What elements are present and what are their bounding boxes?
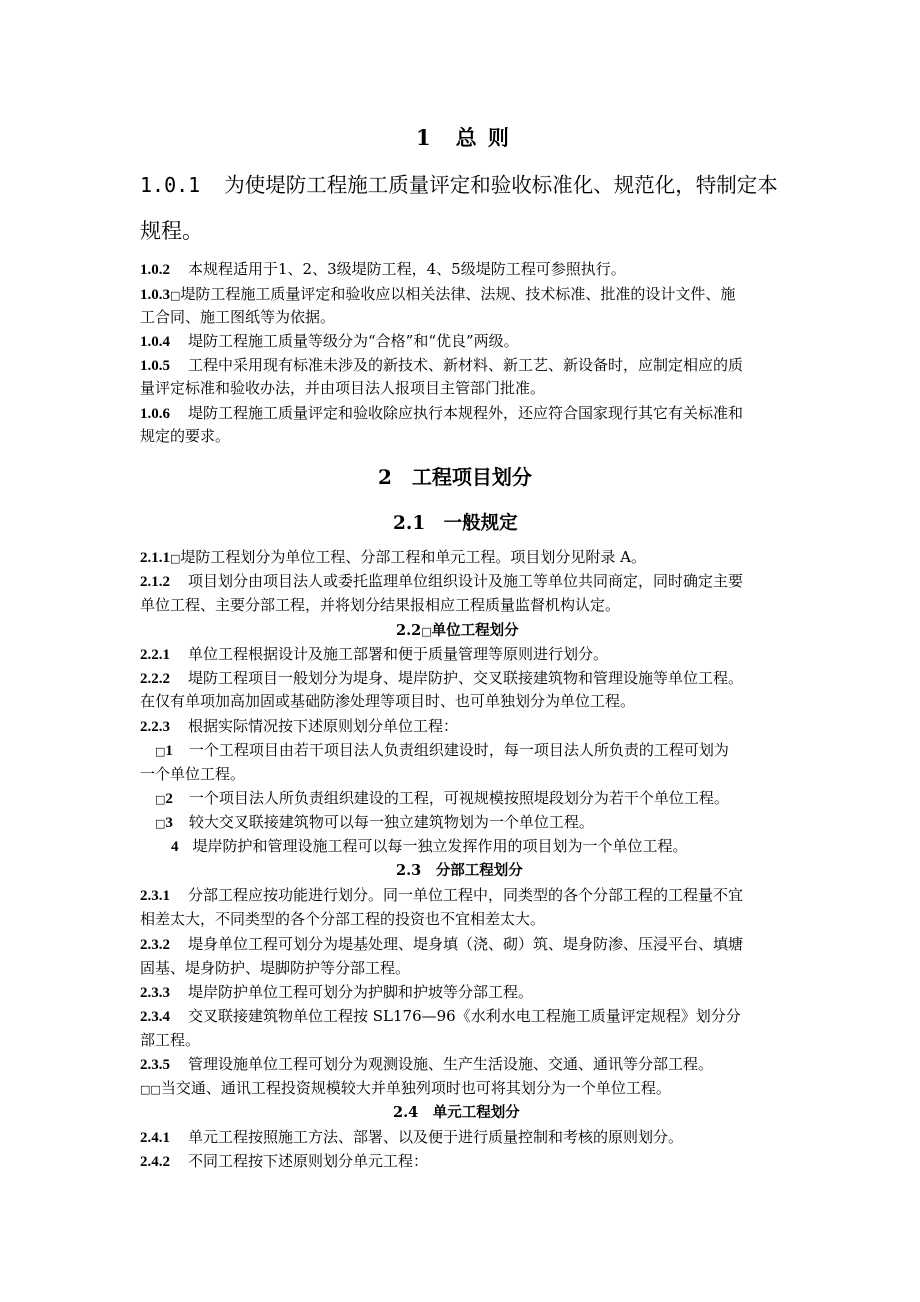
section-2-1-title: 2.1 一般规定 xyxy=(393,513,518,534)
clause-1-0-4: 1.0.4 堤防工程施工质量等级分为“合格”和“优良”两级。 xyxy=(140,332,519,350)
clause-1-0-5-line2: 量评定标准和验收办法，并由项目法人报项目主管部门批准。 xyxy=(140,379,546,397)
clause-2-3-2-line2: 固基、堤身防护、堤脚防护等分部工程。 xyxy=(140,959,411,977)
list-item-3: □3 较大交叉联接建筑物可以每一独立建筑物划为一个单位工程。 xyxy=(155,813,594,831)
clause-2-3-3: 2.3.3 堤岸防护单位工程可划分为护脚和护坡等分部工程。 xyxy=(140,983,534,1001)
clause-2-3-5-line1: 2.3.5 管理设施单位工程可划分为观测设施、生产生活设施、交通、通讯等分部工程。 xyxy=(140,1055,714,1073)
chapter-1-title: 1 总 则 xyxy=(416,125,511,150)
clause-2-2-2-line1: 2.2.2 堤防工程项目一般划分为堤身、堤岸防护、交叉联接建筑物和管理设施等单位工程。 xyxy=(140,669,744,687)
clause-2-3-5-line2: □□当交通、通讯工程投资规模较大并单独列项时也可将其划分为一个单位工程。 xyxy=(140,1079,671,1097)
clause-2-3-2-line1: 2.3.2 堤身单位工程可划分为堤基处理、堤身填（浇、砌）筑、堤身防渗、压浸平台、填塘 xyxy=(140,935,744,953)
clause-2-3-1-line2: 相差太大，不同类型的各个分部工程的投资也不宜相差太大。 xyxy=(140,910,546,928)
clause-2-2-1: 2.2.1 单位工程根据设计及施工部署和便于质量管理等原则进行划分。 xyxy=(140,645,609,663)
clause-2-1-1: 2.1.1□堤防工程划分为单位工程、分部工程和单元工程。项目划分见附录 A。 xyxy=(140,548,647,566)
clause-1-0-6-line1: 1.0.6 堤防工程施工质量评定和验收除应执行本规程外，还应符合国家现行其它有关标准和 xyxy=(140,404,744,422)
clause-1-0-3-line1: 1.0.3□堤防工程施工质量评定和验收应以相关法律、法规、技术标准、批准的设计文件、施 xyxy=(140,285,736,303)
clause-1-0-1-line2: 规程。 xyxy=(140,219,203,243)
clause-2-2-3: 2.2.3 根据实际情况按下述原则划分单位工程： xyxy=(140,717,459,735)
clause-2-3-1-line1: 2.3.1 分部工程应按功能进行划分。同一单位工程中，同类型的各个分部工程的工程量不宜 xyxy=(140,886,744,904)
clause-1-0-1-line1: 1.0.1 为使堤防工程施工质量评定和验收标准化、规范化，特制定本 xyxy=(140,173,778,197)
clause-1-0-5-line1: 1.0.5 工程中采用现有标准未涉及的新技术、新材料、新工艺、新设备时，应制定相应的质 xyxy=(140,356,744,374)
list-item-1-line1: □1 一个工程项目由若干项目法人负责组织建设时，每一项目法人所负责的工程可划为 xyxy=(155,741,729,759)
clause-1-0-2: 1.0.2 本规程适用于1、2、3级堤防工程，4、5级堤防工程可参照执行。 xyxy=(140,260,626,278)
clause-2-4-2: 2.4.2 不同工程按下述原则划分单元工程： xyxy=(140,1152,429,1170)
clause-1-0-6-line2: 规定的要求。 xyxy=(140,427,231,445)
clause-2-3-4-line2: 部工程。 xyxy=(140,1031,201,1049)
section-2-2-title: 2.2□单位工程划分 xyxy=(396,622,519,639)
clause-2-4-1: 2.4.1 单元工程按照施工方法、部署、以及便于进行质量控制和考核的原则划分。 xyxy=(140,1128,684,1146)
list-item-4: 4 堤岸防护和管理设施工程可以每一独立发挥作用的项目划为一个单位工程。 xyxy=(171,837,688,855)
clause-number: 1.0.1 xyxy=(140,173,201,197)
section-2-4-title: 2.4 单元工程划分 xyxy=(393,1104,520,1121)
clause-2-1-2-line1: 2.1.2 项目划分由项目法人或委托监理单位组织设计及施工等单位共同商定，同时确定主要 xyxy=(140,572,744,590)
chapter-2-title: 2 工程项目划分 xyxy=(378,465,532,489)
list-item-2: □2 一个项目法人所负责组织建设的工程，可视规模按照堤段划分为若干个单位工程。 xyxy=(155,789,729,807)
section-2-3-title: 2.3 分部工程划分 xyxy=(396,862,523,879)
clause-1-0-3-line2: 工合同、施工图纸等为依据。 xyxy=(140,308,336,326)
clause-2-2-2-line2: 在仅有单项加高加固或基础防渗处理等项目时、也可单独划分为单位工程。 xyxy=(140,692,636,710)
clause-2-1-2-line2: 单位工程、主要分部工程，并将划分结果报相应工程质量监督机构认定。 xyxy=(140,596,621,614)
clause-2-3-4-line1: 2.3.4 交叉联接建筑物单位工程按 SL176—96《水利水电工程施工质量评定规程》划分分 xyxy=(140,1007,741,1025)
list-item-1-line2: 一个单位工程。 xyxy=(140,765,246,783)
